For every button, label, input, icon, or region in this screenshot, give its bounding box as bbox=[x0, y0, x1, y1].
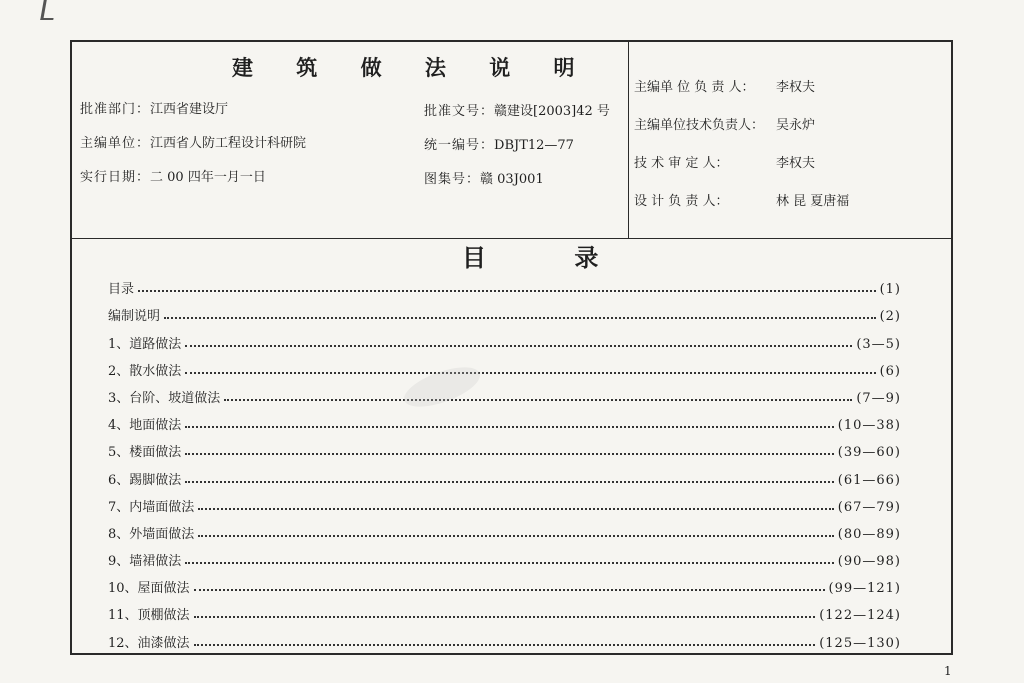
toc-title: 目 录 bbox=[462, 243, 639, 272]
toc-leader-dots bbox=[194, 589, 825, 591]
header-block bbox=[72, 42, 951, 239]
toc-entry bbox=[108, 379, 901, 406]
toc-leader-dots bbox=[185, 345, 852, 347]
meta-value: 赣 03J001 bbox=[480, 172, 544, 187]
toc-entry bbox=[108, 488, 901, 515]
responsible-label: 技 术 审 定 人： bbox=[634, 156, 729, 171]
toc-entry-label: 9、墙裙做法 bbox=[108, 554, 182, 570]
toc-entry-pages: (3—5) bbox=[856, 336, 901, 352]
toc-entry bbox=[108, 623, 901, 650]
responsible-row bbox=[634, 190, 949, 228]
meta-value: 赣建设[2003]42 号 bbox=[494, 104, 610, 119]
toc-entry bbox=[108, 324, 901, 351]
responsible-name: 李权夫 bbox=[776, 80, 816, 95]
toc-entry bbox=[108, 569, 901, 596]
meta-value: 江西省人防工程设计科研院 bbox=[150, 136, 307, 151]
toc-entry-label: 8、外墙面做法 bbox=[108, 526, 195, 542]
meta-value: 江西省建设厅 bbox=[150, 102, 229, 117]
toc-entry bbox=[108, 433, 901, 460]
toc-entry-pages: (125—130) bbox=[819, 635, 901, 651]
toc-leader-dots bbox=[164, 317, 876, 319]
toc-leader-dots bbox=[185, 426, 833, 428]
responsible-label: 设 计 负 责 人： bbox=[634, 194, 729, 209]
responsible-label: 主编单位技术负责人： bbox=[634, 118, 765, 133]
toc-entry-label: 11、顶棚做法 bbox=[108, 608, 190, 624]
toc-entry bbox=[108, 352, 901, 379]
toc-entry-pages: (67—79) bbox=[837, 499, 901, 515]
responsible-name: 林 昆 夏唐福 bbox=[776, 194, 850, 209]
toc-entry-label: 10、屋面做法 bbox=[108, 581, 190, 597]
meta-label: 批准部门： bbox=[80, 102, 151, 117]
responsible-name: 吴永炉 bbox=[776, 118, 816, 133]
meta-value: 二 00 四年一月一日 bbox=[150, 170, 266, 185]
toc-leader-dots bbox=[185, 562, 833, 564]
toc-entry bbox=[108, 515, 901, 542]
toc-entry-pages: (80—89) bbox=[837, 526, 901, 542]
table-of-contents bbox=[108, 270, 901, 651]
toc-leader-dots bbox=[185, 453, 833, 455]
meta-label: 统一编号： bbox=[424, 138, 495, 153]
toc-entry-pages: (2) bbox=[879, 309, 901, 325]
responsible-label: 主编单 位 负 责 人： bbox=[634, 80, 755, 95]
meta-value: DBJT12—77 bbox=[494, 138, 574, 153]
meta-label: 批准文号： bbox=[424, 104, 495, 119]
responsible-row bbox=[634, 76, 949, 114]
document-sheet bbox=[70, 40, 953, 655]
unified-number bbox=[424, 134, 574, 153]
toc-entry-pages: (7—9) bbox=[856, 390, 901, 406]
toc-entry bbox=[108, 460, 901, 487]
toc-entry-label: 4、地面做法 bbox=[108, 418, 182, 434]
atlas-number bbox=[424, 168, 544, 187]
toc-leader-dots bbox=[194, 616, 816, 618]
toc-entry bbox=[108, 406, 901, 433]
toc-leader-dots bbox=[194, 644, 816, 646]
toc-entry bbox=[108, 542, 901, 569]
toc-entry-label: 1、道路做法 bbox=[108, 336, 182, 352]
page-number: 1 bbox=[944, 664, 952, 678]
effective-date bbox=[80, 166, 266, 185]
toc-entry-label: 2、散水做法 bbox=[108, 363, 182, 379]
document-title: 建 筑 做 法 说 明 bbox=[232, 55, 593, 80]
header-info-panel bbox=[72, 42, 629, 238]
toc-leader-dots bbox=[198, 508, 833, 510]
scan-corner-mark bbox=[40, 0, 57, 20]
toc-leader-dots bbox=[198, 535, 833, 537]
meta-label: 实行日期： bbox=[80, 170, 151, 185]
toc-entry-pages: (1) bbox=[879, 282, 901, 298]
toc-entry-label: 6、踢脚做法 bbox=[108, 472, 182, 488]
responsible-name: 李权夫 bbox=[776, 156, 816, 171]
toc-leader-dots bbox=[224, 399, 852, 401]
toc-entry-pages: (6) bbox=[879, 363, 901, 379]
toc-entry-label: 7、内墙面做法 bbox=[108, 499, 195, 515]
toc-entry-label: 5、楼面做法 bbox=[108, 445, 182, 461]
toc-entry-pages: (99—121) bbox=[828, 581, 901, 597]
toc-leader-dots bbox=[185, 481, 833, 483]
toc-entry-label: 12、油漆做法 bbox=[108, 635, 190, 651]
responsible-row bbox=[634, 152, 949, 190]
toc-entry bbox=[108, 596, 901, 623]
toc-leader-dots bbox=[185, 372, 875, 374]
toc-entry bbox=[108, 270, 901, 297]
toc-entry bbox=[108, 297, 901, 324]
toc-entry-pages: (39—60) bbox=[837, 445, 901, 461]
responsible-row bbox=[634, 114, 949, 152]
toc-entry-pages: (122—124) bbox=[819, 608, 901, 624]
approval-number bbox=[424, 100, 610, 119]
toc-entry-label: 3、台阶、坡道做法 bbox=[108, 390, 221, 406]
toc-entry-label: 目录 bbox=[108, 282, 135, 298]
meta-label: 图集号： bbox=[424, 172, 481, 187]
toc-entry-pages: (61—66) bbox=[837, 472, 901, 488]
responsibles-panel bbox=[634, 76, 949, 228]
toc-entry-pages: (10—38) bbox=[837, 418, 901, 434]
approval-department bbox=[80, 98, 228, 117]
toc-entry-pages: (90—98) bbox=[837, 554, 901, 570]
meta-label: 主编单位： bbox=[80, 136, 151, 151]
toc-entry-label: 编制说明 bbox=[108, 309, 161, 325]
editor-unit bbox=[80, 132, 306, 151]
toc-leader-dots bbox=[138, 290, 876, 292]
